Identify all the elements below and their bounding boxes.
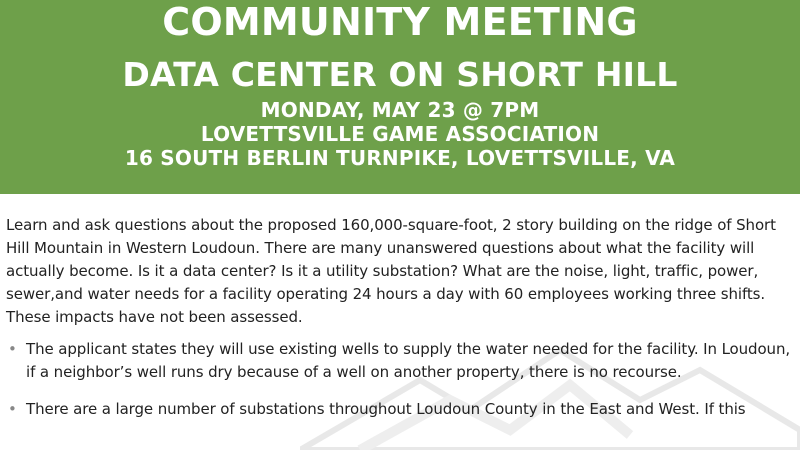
flyer-body — [6, 214, 796, 421]
banner-title: COMMUNITY MEETING — [162, 0, 638, 44]
event-address: 16 SOUTH BERLIN TURNPIKE, LOVETTSVILLE, VA — [124, 146, 676, 170]
event-date: MONDAY, MAY 23 @ 7PM — [260, 98, 540, 122]
intro-paragraph: Learn and ask questions about the proposed 160,000-square-foot, 2 story building on the ridge of Short Hill Mountain in Western Loudoun. There are many unanswered questions about what the facility will actually become. Is it a data center? Is it a utility substation? What are the noise, light, traffic, power, sewer,and water needs for a facility operating 24 hours a day with 60 employees working three shifts. These impacts have not been assessed. — [6, 216, 776, 326]
bullet-text: There are a large number of substations throughout Loudoun County in the East and West. If this — [26, 400, 746, 418]
bullet-item-substations — [6, 398, 796, 421]
bullet-dot-icon: • — [8, 340, 17, 358]
bullet-item-wells — [6, 338, 796, 384]
event-venue: LOVETTSVILLE GAME ASSOCIATION — [200, 122, 600, 146]
bullet-dot-icon: • — [8, 400, 17, 418]
event-banner — [0, 0, 800, 194]
banner-subtitle: DATA CENTER ON SHORT HILL — [122, 55, 678, 94]
bullet-text: The applicant states they will use existing wells to supply the water needed for the facility. In Loudoun, if a neighbor’s well runs dry because of a well on another property, there is no recourse. — [26, 340, 791, 381]
